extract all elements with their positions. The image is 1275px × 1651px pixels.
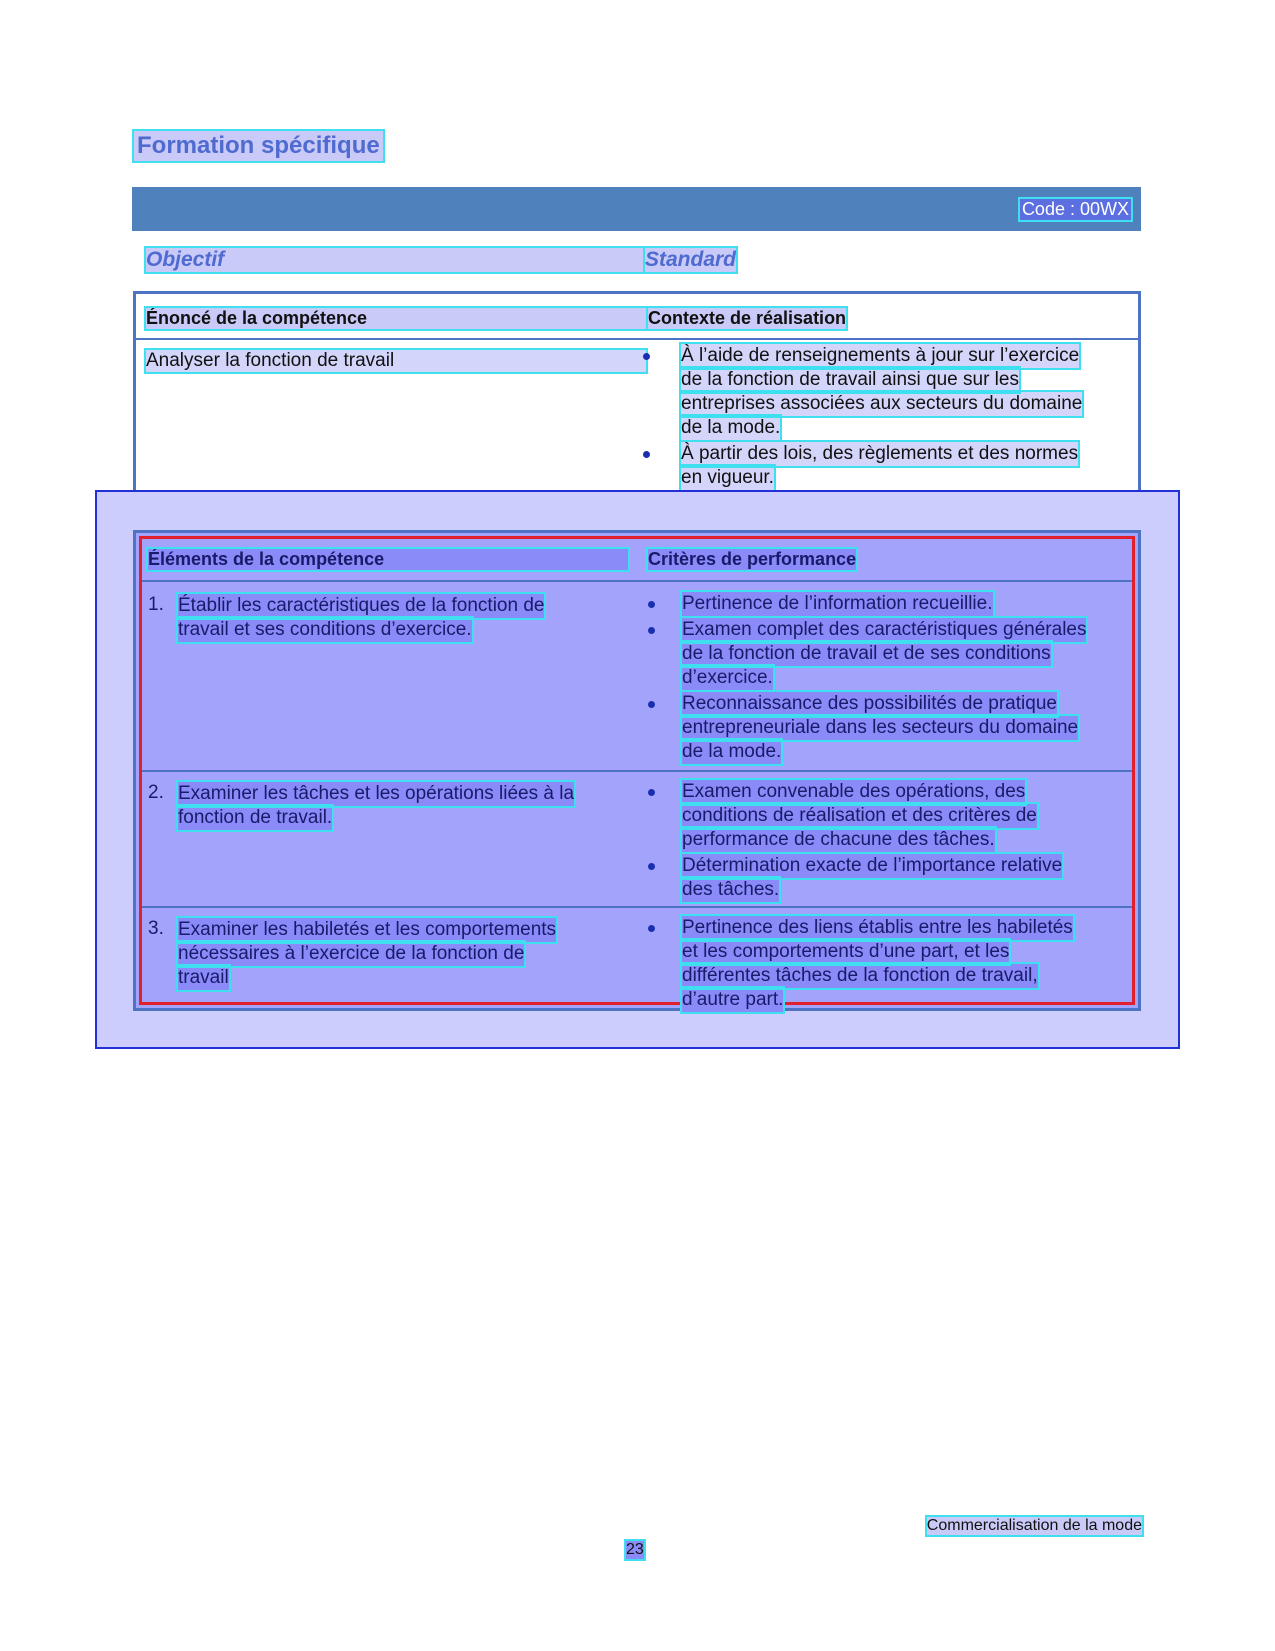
table-row: [142, 908, 1132, 1013]
bullet-text-line: de la mode.: [682, 741, 782, 762]
section-heading-objectif: Objectif: [146, 248, 646, 272]
bullet-text-line: entrepreneuriale dans les secteurs du domaine: [682, 717, 1079, 738]
table-row: [142, 772, 1132, 908]
bullet-text: [682, 692, 1122, 764]
element-text: [178, 918, 638, 990]
bullet-text-line: Pertinence de l’information recueillie.: [682, 593, 993, 614]
bullet-icon: [648, 863, 655, 870]
element-text-line: Examiner les habiletés et les comportements: [178, 919, 557, 940]
element-text: [178, 782, 638, 830]
bullet-text-line: À l’aide de renseignements à jour sur l’exercice: [681, 345, 1080, 366]
bullet-text-line: de la fonction de travail et de ses conditions: [682, 643, 1051, 664]
bullet-text-line: Examen complet des caractéristiques générales: [682, 619, 1087, 640]
bullet-item: [681, 442, 1121, 490]
bullet-text: [682, 592, 1122, 616]
element-text-line: nécessaires à l’exercice de la fonction de: [178, 943, 525, 964]
bullet-text-line: Détermination exacte de l’importance relative: [682, 855, 1063, 876]
code-label: Code : 00WX: [1021, 199, 1129, 219]
bullet-text: [682, 618, 1122, 690]
bullet-icon: [648, 627, 655, 634]
bullet-text: [682, 916, 1122, 1012]
bullet-icon: [648, 925, 655, 932]
bullet-text-line: Pertinence des liens établis entre les habiletés: [682, 917, 1073, 938]
criteria-list: [682, 780, 1122, 904]
bullet-text: [681, 442, 1121, 490]
bullet-text-line: Reconnaissance des possibilités de pratique: [682, 693, 1057, 714]
bullet-icon: [648, 789, 655, 796]
elements-table-frame: [139, 536, 1135, 1010]
bullet-item: [682, 618, 1122, 690]
element-text: [178, 594, 638, 642]
bullet-text-line: performance de chacune des tâches.: [682, 829, 995, 850]
bullet-text: [681, 344, 1121, 440]
element-text-line: travail: [178, 967, 229, 988]
bullet-item: [681, 344, 1121, 440]
bullet-icon: [648, 701, 655, 708]
element-text-line: fonction de travail.: [178, 807, 333, 828]
header-criteres: Critères de performance: [648, 549, 857, 569]
header-contexte: Contexte de réalisation: [648, 308, 847, 328]
competence-table-header: [136, 294, 1138, 340]
element-item: [148, 782, 638, 830]
bullet-text-line: des tâches.: [682, 879, 780, 900]
element-number: 2.: [148, 782, 164, 803]
criteria-list: [682, 916, 1122, 1014]
code-header-bar: [132, 187, 1141, 231]
page-title: Formation spécifique: [134, 131, 383, 161]
bullet-text-line: d’autre part.: [682, 989, 784, 1010]
bullet-text-line: de la mode.: [681, 417, 781, 438]
criteria-list: [682, 592, 1122, 766]
header-enonce: Énoncé de la compétence: [146, 308, 646, 329]
bullet-text-line: de la fonction de travail ainsi que sur les: [681, 369, 1019, 390]
element-number: 3.: [148, 918, 164, 939]
bullet-icon: [643, 451, 650, 458]
bullet-text-line: Examen convenable des opérations, des: [682, 781, 1026, 802]
bullet-text-line: et les comportements d’une part, et les: [682, 941, 1010, 962]
element-item: [148, 594, 638, 642]
bullet-item: [682, 592, 1122, 616]
element-text-line: Établir les caractéristiques de la fonction de: [178, 595, 545, 616]
bullet-text-line: conditions de réalisation et des critères de: [682, 805, 1037, 826]
bullet-item: [682, 916, 1122, 1012]
table-row: [142, 584, 1132, 772]
page-number: 23: [626, 1541, 644, 1558]
elements-table: [133, 530, 1141, 1011]
footer-program-name: Commercialisation de la mode: [926, 1517, 1142, 1534]
bullet-item: [682, 692, 1122, 764]
section-heading-standard: Standard: [645, 248, 737, 271]
context-list: [681, 344, 1121, 492]
bullet-text-line: entreprises associées aux secteurs du domaine: [681, 393, 1083, 414]
bullet-icon: [648, 601, 655, 608]
element-text-line: travail et ses conditions d’exercice.: [178, 619, 472, 640]
bullet-icon: [643, 353, 650, 360]
elements-table-header: [142, 539, 1132, 582]
bullet-item: [682, 780, 1122, 852]
bullet-text-line: À partir des lois, des règlements et des normes: [681, 443, 1079, 464]
bullet-item: [682, 854, 1122, 902]
competence-statement: Analyser la fonction de travail: [146, 350, 646, 372]
element-item: [148, 918, 638, 990]
bullet-text-line: différentes tâches de la fonction de travail,: [682, 965, 1038, 986]
header-elements: Éléments de la compétence: [148, 549, 628, 570]
competence-table: [133, 291, 1141, 515]
bullet-text-line: d’exercice.: [682, 667, 773, 688]
element-number: 1.: [148, 594, 164, 615]
bullet-text: [682, 854, 1122, 902]
bullet-text-line: en vigueur.: [681, 467, 774, 488]
element-text-line: Examiner les tâches et les opérations liées à la: [178, 783, 575, 804]
bullet-text: [682, 780, 1122, 852]
